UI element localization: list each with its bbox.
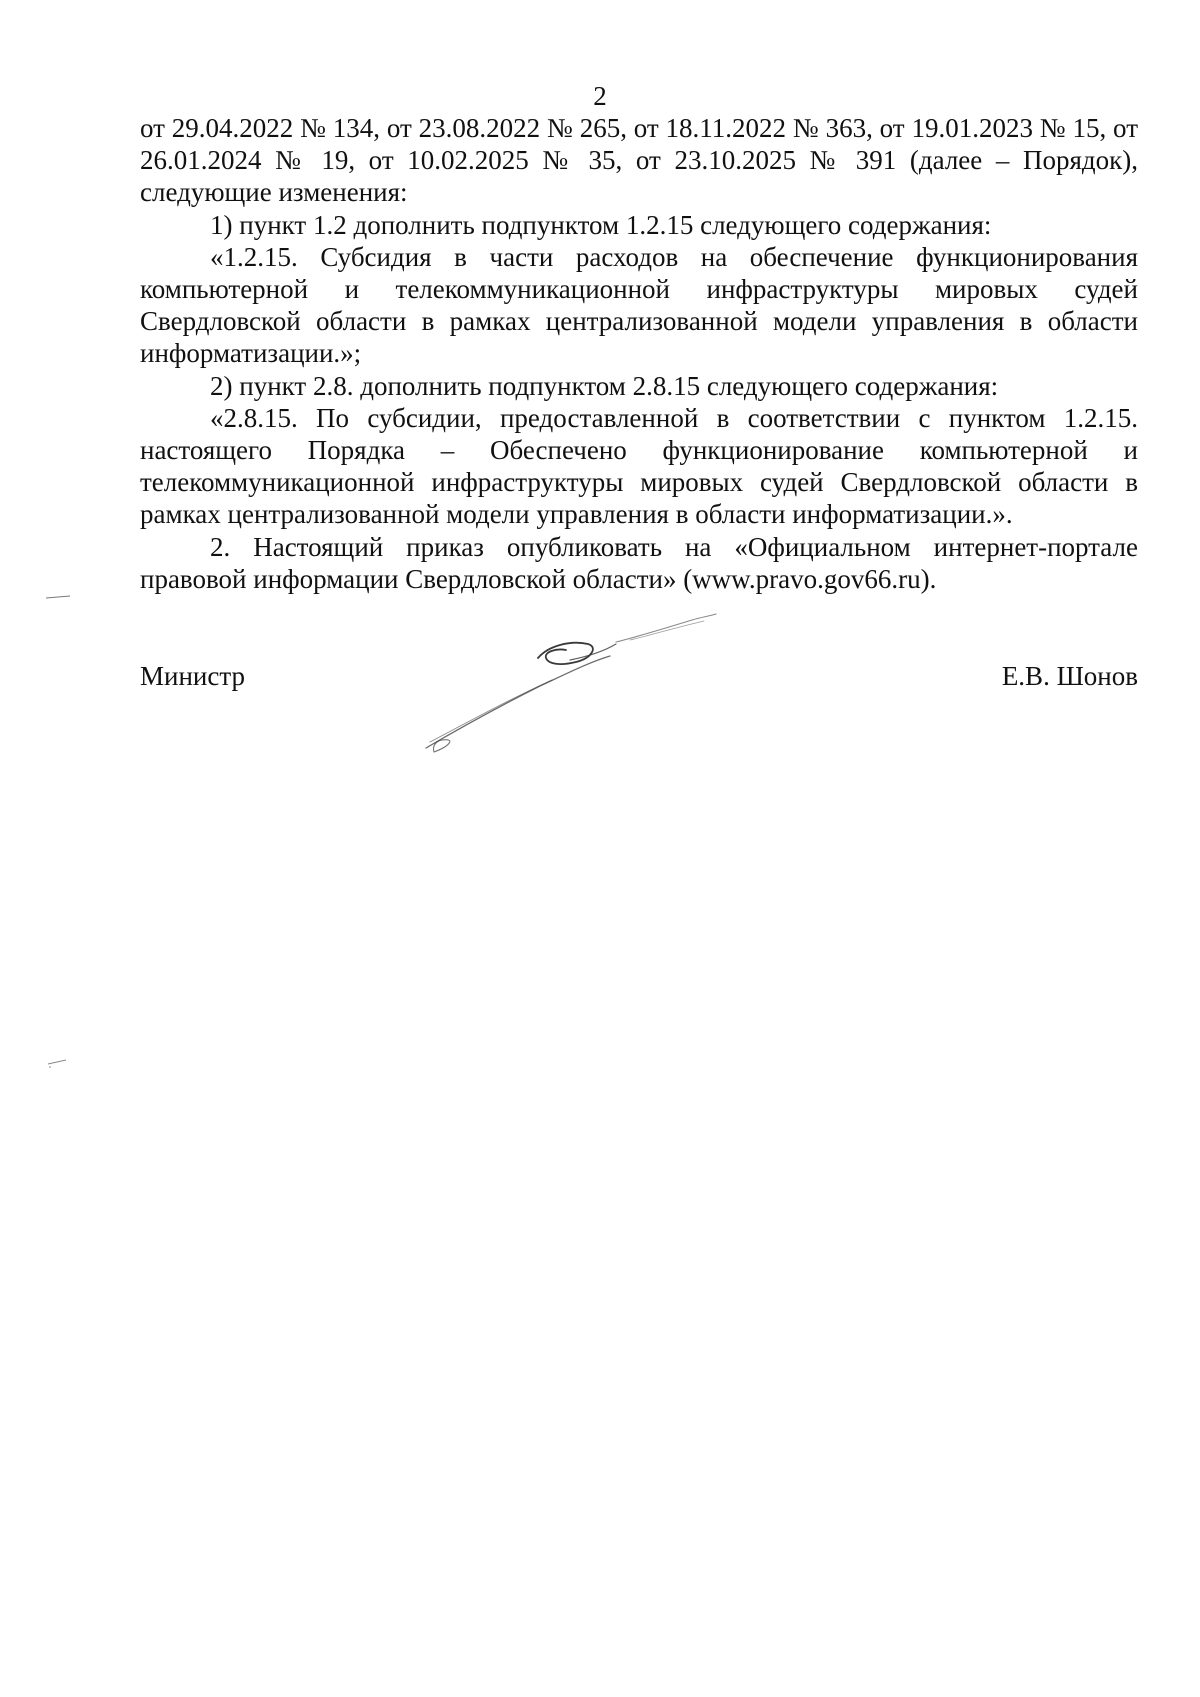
signatory-title: Министр (140, 661, 245, 691)
paragraph-publication: 2. Настоящий приказ опубликовать на «Официальном интернет-портале правовой информации Свердловской области» (www.pravo.gov66.ru). (140, 531, 1138, 594)
page-number: 2 (593, 81, 607, 111)
signatory-name: Е.В. Шонов (1001, 661, 1138, 691)
handwritten-signature (420, 610, 730, 760)
paragraph-continuation: от 29.04.2022 № 134, от 23.08.2022 № 265, от 18.11.2022 № 363, от 19.01.2023 № 15, от 26.01.2024 № 19, от 10.02.2025 № 35, от 23.10.2025 № 391 (далее – Порядок), следующие изменения: (140, 113, 1138, 208)
scan-speck (46, 1056, 72, 1068)
document-body (140, 112, 1138, 595)
scan-speck (44, 592, 74, 602)
paragraph-quote-2-8-15: «2.8.15. По субсидии, предоставленной в соответствии с пунктом 1.2.15. настоящего Порядка – Обеспечено функционирование компьютерной и телекоммуникационной инфраструктуры мировых судей Свердловской области в рамках централизованной модели управления в области информатизации.». (140, 402, 1138, 530)
paragraph-quote-1-2-15: «1.2.15. Субсидия в части расходов на обеспечение функционирования компьютерной и телекоммуникационной инфраструктуры мировых судей Свердловской области в рамках централизованной модели управления в области информатизации.»; (140, 241, 1138, 369)
paragraph-item-1: 1) пункт 1.2 дополнить подпунктом 1.2.15 следующего содержания: (210, 209, 992, 240)
paragraph-item-2: 2) пункт 2.8. дополнить подпунктом 2.8.15 следующего содержания: (210, 370, 999, 401)
